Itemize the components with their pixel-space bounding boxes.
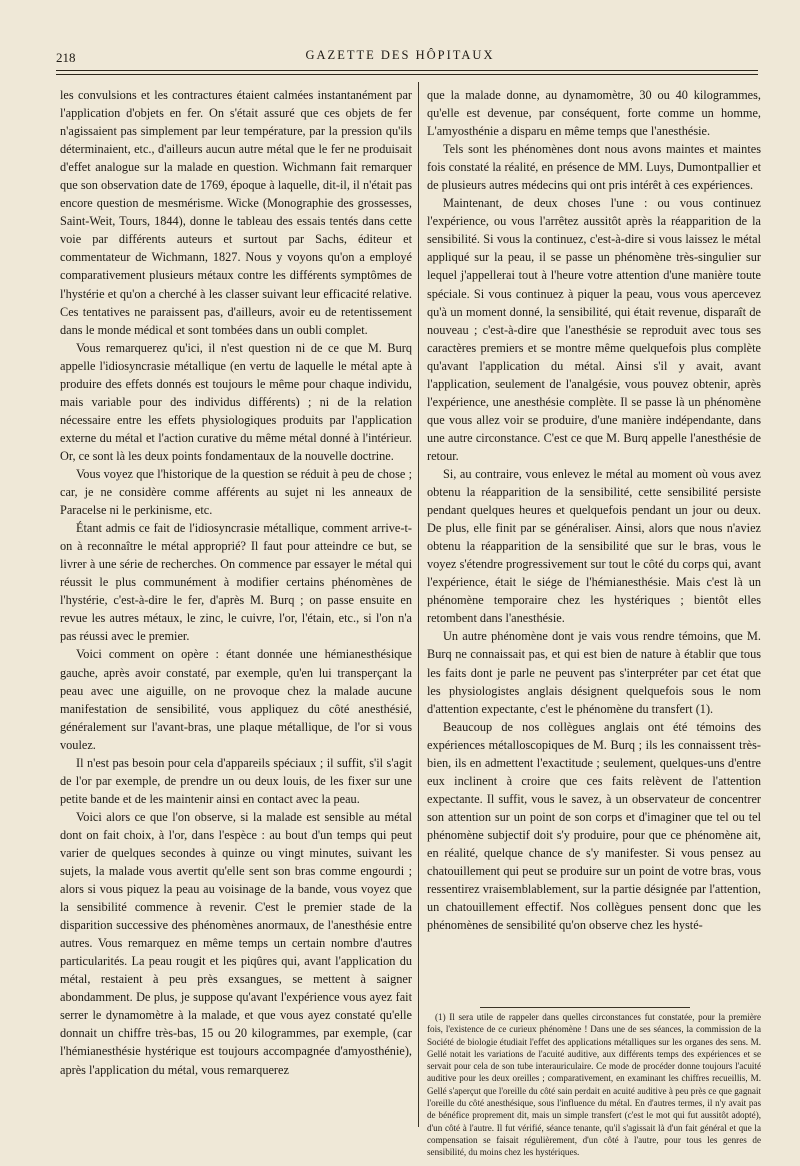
paragraph: Étant admis ce fait de l'idiosyncrasie métallique, comment arrive-t-on à reconnaître le métal approprié? Il faut pour atteindre ce but, se livrer à une série de recherches. On commence par essayer le métal qui réussit le plus communément à modifier certains phénomènes de l'hystérie, c'est-à-dire le fer, d'après M. Burq ; on passe ensuite en revue les autres métaux, le zinc, le cuivre, l'or, l'étain, etc., si l'on n'a pas réussi avec le premier. [60, 521, 412, 644]
paragraph: Voici alors ce que l'on observe, si la malade est sensible au métal dont on fait choix, à l'or, dans l'espèce : au bout d'un temps qui peut varier de quelques secondes à quinze ou vingt minutes, suivant les sujets, la malade vous avertit qu'elle sent son bras comme engourdi ; alors si vous piquez la peau au voisinage de la bande, vous voyez que la sensibilité commence à revenir. C'est le premier stade de la disparition successive des phénomènes anormaux, de l'anesthésie entre autres. Vous remarquez en même temps un certain nombre d'autres particularités. La peau rougit et les piqûres qui, avant l'application du métal, restaient à peu près exsangues, se mettent à saigner abondamment. De plus, je suppose qu'avant l'expérience vous ayez fait serrer le dynamomètre à la malade, et que vous ayez constaté qu'elle donnait un chiffre très-bas, 15 ou 20 kilogrammes, par exemple, (car l'hémianesthésie hystérique est toujours accompagnée d'amyosthénie), après l'application du métal, vous remarquerez [60, 809, 412, 1077]
paragraph: que la malade donne, au dynamomètre, 30 ou 40 kilogrammes, qu'elle est devenue, par conséquent, forte comme un homme, L'amyosthénie a disparu en même temps que l'anesthésie. [427, 88, 761, 139]
page-number: 218 [56, 50, 76, 65]
paragraph: les convulsions et les contractures étaient calmées instantanément par l'application d'objets en fer. On s'était assuré que ces objets de fer n'agissaient pas simplement par leur température, par la pression qu'ils déterminaient, etc., d'ailleurs aucun autre métal que le fer ne produisait d'effet analogue sur la malade en question. Wichmann fait remarquer que son observation date de 1769, époque à laquelle, dit-il, il n'était pas encore question de mesmérisme. Wicke (Monographie des grossesses, Saint-Weit, Tours, 1844), donne le tableau des essais tentés dans cette voie par différents auteurs et surtout par Sachs, éditeur et commentateur de Wichmann, 1827. Nous y voyons qu'on a employé comparativement plusieurs métaux contre les différents symptômes de l'hystérie et qu'on a cherché à les classer suivant leur efficacité relative. Ces tentatives ne paraissent pas, d'ailleurs, avoir eu de retentissement dans le monde médical et sont tombées dans un oubli complet. [60, 88, 412, 337]
footnote [427, 1011, 761, 1159]
paragraph: Si, au contraire, vous enlevez le métal au moment où vous avez obtenu la réapparition de la sensibilité, cette sensibilité persiste pendant quelques heures et quelquefois pendant un jour ou deux. De plus, elle finit par se généraliser. Ainsi, alors que nous n'aviez obtenu la réapparition de la sensibilité que sur le bras, vous le voyez s'étendre progressivement sur tout le côté du corps qui, avant l'expérience, était le siége de l'hémianesthésie. Mais c'est là un phénomène temporaire chez les hystériques ; bientôt elles retombent dans l'anesthésie. [427, 466, 761, 626]
right-column [427, 86, 761, 934]
column-divider [418, 82, 419, 1127]
left-column [60, 86, 412, 1079]
paragraph: Maintenant, de deux choses l'une : ou vous continuez l'expérience, ou vous l'arrêtez aussitôt après la réapparition de la sensibilité. Si vous la continuez, c'est-à-dire si vous laissez le métal appliqué sur la peau, il se passe un phénomène très-singulier sur lequel j'appellerai tout à l'heure votre attention d'une manière toute spéciale. Si vous continuez à piquer la peau, vous vous apercevez qu'à un moment donné, la sensibilité, qui était revenue, disparaît de nouveau ; c'est-à-dire que l'anesthésie se reproduit avec tous ses caractères premiers et se montre même quelquefois plus complète qu'avant l'application du métal. Ainsi s'il y avait, avant l'application, seulement de l'analgésie, vous pouvez obtenir, après l'expérience, une anesthésie complète. Il se passe là un phénomène que vous allez voir se produire, d'une manière indépendante, dans une autre circonstance. C'est ce que M. Burq appelle l'anesthésie de retour. [427, 196, 761, 463]
paragraph: Vous remarquerez qu'ici, il n'est question ni de ce que M. Burq appelle l'idiosyncrasie métallique (en vertu de laquelle le métal apte à produire des effets donnés est toujours le même pour chaque individu, mais variable pour des individus différents) ; ni de la relation nécessaire entre les effets physiologiques produits par l'application externe du métal et l'action curative du même métal donné à l'intérieur. Or, ce sont là les deux points fondamentaux de la nouvelle doctrine. [60, 340, 412, 463]
paragraph: Un autre phénomène dont je vais vous rendre témoins, que M. Burq ne connaissait pas, et qui est bien de nature à établir que tous les faits dont je parle ne peuvent pas s'interpréter par cet état que les physiologistes anglais désignent quelquefois sous le nom d'attention expectante, c'est le phénomène du transfert (1). [427, 629, 761, 716]
paragraph: Il n'est pas besoin pour cela d'appareils spéciaux ; il suffit, s'il s'agit de l'or par exemple, de prendre un ou deux louis, de les fixer sur une petite bande et de les maintenir ainsi en contact avec la peau. [60, 755, 412, 806]
footnote-rule [480, 1007, 690, 1008]
paragraph: Tels sont les phénomènes dont nous avons maintes et maintes fois constaté la réalité, en présence de MM. Luys, Dumontpallier et de plusieurs autres médecins qui ont pris intérêt à ces expériences. [427, 142, 761, 193]
paragraph: Vous voyez que l'historique de la question se réduit à peu de chose ; car, je ne considère comme afférents au sujet ni les anneaux de Paracelse ni le perkinisme, etc. [60, 466, 412, 518]
paragraph: Beaucoup de nos collègues anglais ont été témoins des expériences métalloscopiques de M. Burq ; ils les connaissent très-bien, ils en admettent l'exactitude ; seulement, quelques-uns d'entre eux inclinent à croire que ces faits relèvent de l'attention expectante. Il suffit, vous le savez, à un observateur de concentrer son attention sur un point de son corps et d'imaginer que tel ou tel phénomène subjectif doit s'y produire, pour que ce phénomène ait, en réalité, quelque chance de s'y manifester. Si vous pensez au chatouillement qui peut se produire sur un point de votre bras, vous ressentirez vraisemblablement, sur la partie désignée par l'attention, un chatouillement effectif. Nos collègues pensent donc que les phénomènes de sensibilité qu'on observe chez les hysté- [427, 719, 761, 933]
header-rule [56, 70, 758, 71]
header-rule-thin [56, 74, 758, 75]
paragraph: Voici comment on opère : étant donnée une hémianesthésique gauche, après avoir constaté, par exemple, qu'en lui transperçant la peau avec une aiguille, on ne provoque chez la malade aucune manifestation de sensibilité, vous appliquez du côté anesthésié, généralement sur l'avant-bras, une plaque métallique, de l'or si vous voulez. [60, 647, 412, 752]
journal-title: GAZETTE DES HÔPITAUX [305, 48, 495, 62]
footnote-text: (1) Il sera utile de rappeler dans quelles circonstances fut constatée, pour la première fois, l'existence de ce curieux phénomène ! Dans une de ses séances, la commission de la Société de biologie étudiait l'effet des applications métalliques sur les organes des sens. M. Gellé notait les variations de l'acuité auditive, aux différents temps des expériences et se servait pour cela de son tube interauriculaire. Ce mode de procéder donne toujours l'acuité auditive pour les deux oreilles ; comparativement, en examinant les chiffres recueillis, M. Gellé s'aperçut que l'oreille du côté sain perdait en acuité auditive à peu près ce que gagnait l'oreille du côté anesthésique, sous l'influence du métal. En d'autres termes, il n'y avait pas de bénéfice proprement dit, mais un simple transfert (c'est le mot qui fut aussitôt adopté), d'un côté à l'autre. Il fut vérifié, séance tenante, qu'il s'agissait là d'un fait général et que la compensation se faisait régulièrement, d'un côté à l'autre, pour tous les genres de sensibilité, du moins chez les hystériques. [427, 1012, 761, 1158]
